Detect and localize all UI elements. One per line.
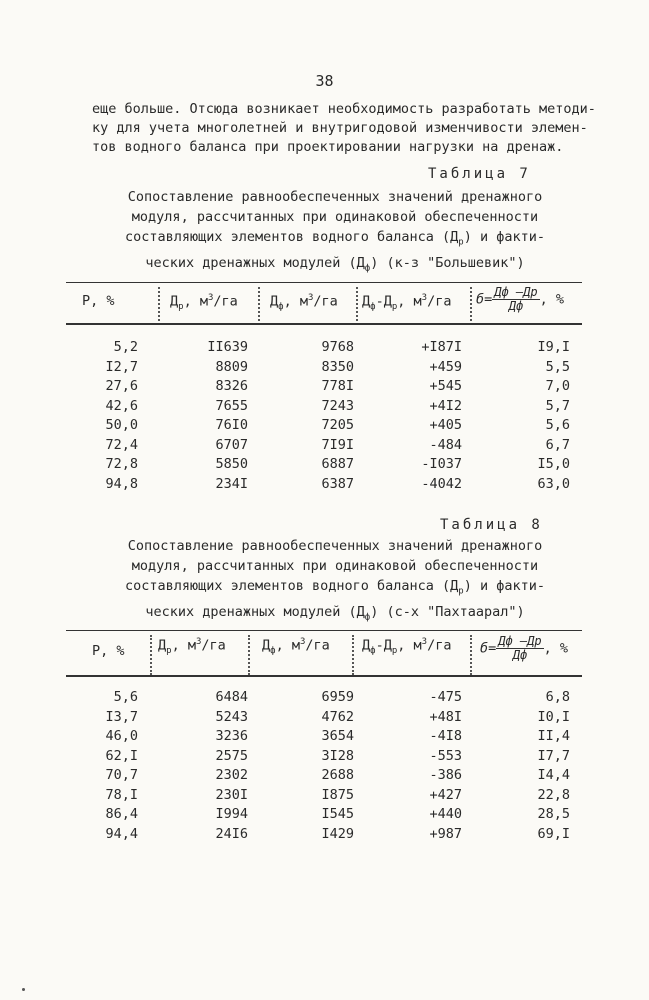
- cell-sigma: 5,7: [545, 397, 570, 414]
- table-row: [66, 748, 582, 768]
- header-p: Р, %: [82, 293, 115, 309]
- table-row: [66, 767, 582, 787]
- cell-p: 5,6: [113, 689, 138, 705]
- cell-dr: 230I: [215, 786, 248, 803]
- caption-line: модуля, рассчитанных при одинаковой обеспеченности: [131, 558, 539, 574]
- table-row: [66, 728, 582, 748]
- table8-body: [66, 689, 582, 845]
- cell-sigma: I0,I: [537, 708, 570, 725]
- cell-dr: 6484: [215, 689, 248, 705]
- table7-caption: [100, 187, 570, 278]
- cell-sigma: 7,0: [545, 378, 570, 394]
- table8-header: [66, 631, 582, 675]
- table-row: [66, 826, 582, 846]
- cell-dr: 8326: [215, 378, 248, 394]
- cell-dr: II639: [207, 339, 248, 355]
- caption-line: Сопоставление равнообеспеченных значений дренажного: [127, 538, 543, 554]
- cell-p: I2,7: [105, 358, 138, 375]
- table-row: [66, 339, 582, 359]
- cell-sigma: I4,4: [537, 767, 570, 783]
- table-row: [66, 378, 582, 398]
- cell-diff: -I037: [421, 456, 462, 472]
- cell-sigma: II,4: [537, 728, 570, 744]
- header-p: Р, %: [92, 643, 125, 659]
- table-row: [66, 456, 582, 476]
- cell-diff: -484: [429, 436, 462, 453]
- table-row: [66, 359, 582, 379]
- table-row: [66, 476, 582, 496]
- cell-diff: +987: [429, 825, 462, 842]
- cell-sigma: I9,I: [537, 339, 570, 355]
- table-row: [66, 417, 582, 437]
- cell-p: 78,I: [105, 786, 138, 803]
- cell-p: 94,4: [105, 825, 138, 842]
- cell-dr: 3236: [215, 728, 248, 744]
- cell-p: 72,4: [105, 436, 138, 453]
- cell-df: 8350: [321, 358, 354, 375]
- cell-sigma: 22,8: [537, 786, 570, 803]
- cell-df: 9768: [321, 339, 354, 355]
- cell-df: 6387: [321, 475, 354, 492]
- cell-df: 7205: [321, 417, 354, 433]
- table-row: [66, 437, 582, 457]
- column-separator: [356, 287, 358, 321]
- scan-mark: [22, 988, 25, 991]
- cell-df: 7243: [321, 397, 354, 414]
- cell-df: I875: [321, 786, 354, 803]
- table-row: [66, 709, 582, 729]
- intro-line: тов водного баланса при проектировании нагрузки на дренаж.: [92, 139, 564, 155]
- header-diff: $Д_ф-Д_р$, $м^3/га$: [362, 293, 452, 313]
- cell-p: 72,8: [105, 456, 138, 472]
- table7-label: Таблица 7: [428, 166, 531, 182]
- cell-p: 50,0: [105, 417, 138, 433]
- cell-p: 70,7: [105, 767, 138, 783]
- column-separator: [470, 287, 472, 321]
- cell-df: 2688: [321, 767, 354, 783]
- cell-p: 5,2: [113, 339, 138, 355]
- table8-caption: [100, 536, 570, 627]
- cell-sigma: 69,I: [537, 825, 570, 842]
- cell-sigma: I7,7: [537, 747, 570, 764]
- cell-dr: 6707: [215, 436, 248, 453]
- column-separator: [258, 287, 260, 321]
- cell-dr: 7655: [215, 397, 248, 414]
- cell-dr: I994: [215, 806, 248, 822]
- cell-df: 3654: [321, 728, 354, 744]
- cell-p: 94,8: [105, 475, 138, 492]
- header-dr: $Д_р$, $м^3/га$: [170, 293, 238, 313]
- cell-dr: 2575: [215, 747, 248, 764]
- cell-dr: 234I: [215, 475, 248, 492]
- table7-header: [66, 283, 582, 323]
- cell-dr: 5850: [215, 456, 248, 472]
- header-sigma: б= $\frac{Дф -Др}{Дф}$ , %: [476, 285, 565, 313]
- cell-diff: -386: [429, 767, 462, 783]
- cell-diff: +405: [429, 417, 462, 433]
- cell-sigma: I5,0: [537, 456, 570, 472]
- cell-diff: +48I: [429, 708, 462, 725]
- intro-paragraph: [92, 100, 596, 157]
- cell-diff: +I87I: [421, 339, 462, 355]
- caption-line: ческих дренажных модулей $(Д_ф)$ (к-з "Большевик"): [145, 254, 525, 274]
- cell-p: 62,I: [105, 747, 138, 764]
- column-separator: [470, 635, 472, 675]
- cell-diff: +440: [429, 806, 462, 822]
- cell-diff: -4I8: [429, 728, 462, 744]
- cell-diff: -475: [429, 689, 462, 705]
- cell-p: 42,6: [105, 397, 138, 414]
- table7: [66, 282, 582, 495]
- cell-sigma: 5,6: [545, 417, 570, 433]
- caption-line: Сопоставление равнообеспеченных значений дренажного: [127, 189, 543, 205]
- cell-df: 3I28: [321, 747, 354, 764]
- cell-dr: 8809: [215, 358, 248, 375]
- cell-dr: 24I6: [215, 825, 248, 842]
- column-separator: [158, 287, 160, 321]
- caption-line: ческих дренажных модулей $(Д_ф)$ (с-х "Пахтаарал"): [145, 603, 525, 623]
- table7-body: [66, 339, 582, 495]
- cell-diff: +427: [429, 786, 462, 803]
- header-df: $Д_ф$, $м^3/га$: [262, 637, 330, 657]
- cell-df: 6887: [321, 456, 354, 472]
- cell-p: I3,7: [105, 708, 138, 725]
- page-number: 38: [315, 72, 334, 90]
- cell-p: 27,6: [105, 378, 138, 394]
- cell-p: 46,0: [105, 728, 138, 744]
- cell-df: 778I: [321, 378, 354, 394]
- column-separator: [352, 635, 354, 675]
- caption-line: составляющих элементов водного баланса $(Д_р)$ и факти-: [125, 578, 545, 597]
- header-df: $Д_ф$, $м^3/га$: [270, 293, 338, 313]
- cell-df: I545: [321, 806, 354, 822]
- header-dr: $Д_р$, $м^3/га$: [158, 637, 226, 657]
- cell-p: 86,4: [105, 806, 138, 822]
- cell-df: I429: [321, 825, 354, 842]
- intro-line: еще больше. Отсюда возникает необходимость разработать методи-: [92, 101, 596, 117]
- cell-dr: 76I0: [215, 417, 248, 433]
- table-row: [66, 398, 582, 418]
- header-diff: $Д_ф-Д_р$, $м^3/га$: [362, 637, 452, 657]
- cell-diff: +545: [429, 378, 462, 394]
- cell-sigma: 6,7: [545, 436, 570, 453]
- cell-df: 6959: [321, 689, 354, 705]
- table-row: [66, 787, 582, 807]
- column-separator: [150, 635, 152, 675]
- cell-diff: +459: [429, 358, 462, 375]
- cell-sigma: 6,8: [545, 689, 570, 705]
- cell-df: 4762: [321, 708, 354, 725]
- table-row: [66, 689, 582, 709]
- cell-diff: +4I2: [429, 397, 462, 414]
- table-row: [66, 806, 582, 826]
- table8-label: Таблица 8: [440, 517, 543, 533]
- cell-sigma: 28,5: [537, 806, 570, 822]
- table8: [66, 630, 582, 845]
- column-separator: [248, 635, 250, 675]
- intro-line: ку для учета многолетней и внутригодовой изменчивости элемен-: [92, 120, 588, 136]
- header-sigma: б= $\frac{Дф -Др}{Дф}$ , %: [480, 634, 569, 662]
- cell-dr: 2302: [215, 767, 248, 783]
- cell-df: 7I9I: [321, 436, 354, 453]
- cell-sigma: 63,0: [537, 475, 570, 492]
- cell-diff: -553: [429, 747, 462, 764]
- caption-line: модуля, рассчитанных при одинаковой обеспеченности: [131, 209, 539, 225]
- cell-sigma: 5,5: [545, 358, 570, 375]
- cell-diff: -4042: [421, 475, 462, 492]
- caption-line: составляющих элементов водного баланса $(Д_р)$ и факти-: [125, 229, 545, 248]
- cell-dr: 5243: [215, 708, 248, 725]
